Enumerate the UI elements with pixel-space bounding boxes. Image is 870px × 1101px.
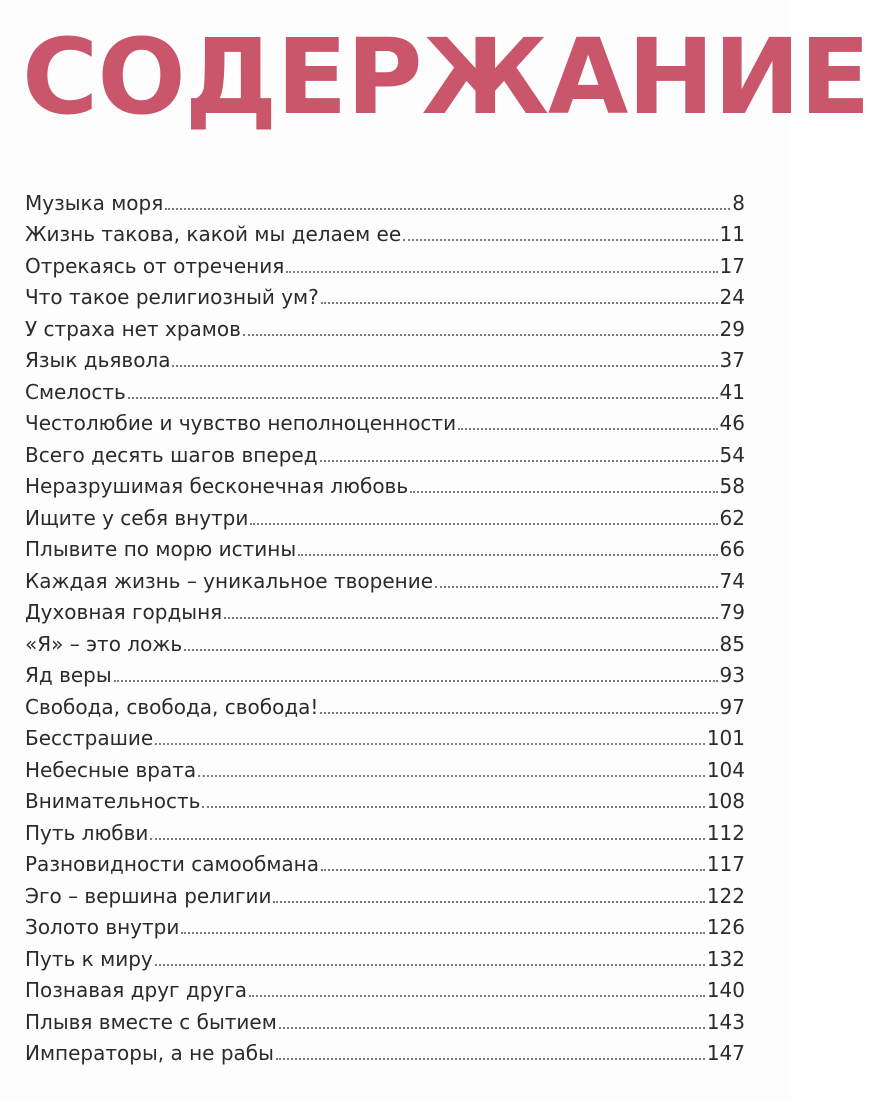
toc-entry-title: Небесные врата <box>25 757 197 782</box>
toc-dot-leader <box>403 239 717 241</box>
toc-entry-page-number: 79 <box>719 600 745 624</box>
toc-dot-leader <box>435 586 718 588</box>
toc-entry <box>25 404 745 436</box>
toc-entry-page-number: 104 <box>706 757 745 782</box>
toc-entry-title: Духовная гордыня <box>25 600 223 624</box>
toc-entry-title: Путь любви <box>25 820 149 845</box>
toc-entry-title: «Я» – это ложь <box>25 631 183 656</box>
toc-entry-title: Императоры, а не рабы <box>25 1041 274 1065</box>
toc-entry-page-number: 41 <box>719 379 745 404</box>
toc-entry-title: Отрекаясь от отречения <box>25 253 285 278</box>
toc-entry-page-number: 122 <box>706 883 745 908</box>
toc-dot-leader <box>250 523 717 525</box>
toc-dot-leader <box>273 901 704 903</box>
toc-dot-leader <box>181 932 704 934</box>
toc-dot-leader <box>249 995 705 997</box>
toc-entry <box>25 687 745 719</box>
toc-entry-page-number: 132 <box>706 946 745 971</box>
toc-entry-page-number: 54 <box>719 442 745 467</box>
toc-entry-title: Каждая жизнь – уникальное творение <box>25 568 434 593</box>
toc-entry-page-number: 62 <box>719 505 745 530</box>
toc-dot-leader <box>276 1058 705 1060</box>
toc-dot-leader <box>298 554 717 556</box>
toc-entry <box>25 183 745 215</box>
toc-entry-title: Яд веры <box>25 663 112 687</box>
toc-entry-page-number: 97 <box>719 694 745 719</box>
toc-entry-title: Свобода, свобода, свобода! <box>25 694 319 719</box>
toc-dot-leader <box>286 271 717 273</box>
toc-entry-title: Ищите у себя внутри <box>25 505 249 530</box>
toc-entry <box>25 939 745 971</box>
toc-entry <box>25 876 745 908</box>
toc-entry-page-number: 37 <box>719 348 745 372</box>
toc-entry-page-number: 108 <box>706 789 745 813</box>
toc-entry <box>25 593 745 625</box>
toc-dot-leader <box>155 743 705 745</box>
toc-entry <box>25 971 745 1003</box>
toc-entry-title: Неразрушимая бесконечная любовь <box>25 474 409 498</box>
toc-entry-page-number: 74 <box>719 568 745 593</box>
toc-entry-title: Язык дьявола <box>25 348 171 372</box>
table-of-contents <box>25 183 745 1065</box>
toc-entry-title: Золото внутри <box>25 915 180 939</box>
toc-entry-page-number: 66 <box>719 537 745 561</box>
toc-dot-leader <box>202 806 704 808</box>
toc-dot-leader <box>165 208 730 210</box>
toc-dot-leader <box>458 428 717 430</box>
toc-entry <box>25 467 745 499</box>
toc-entry <box>25 719 745 751</box>
toc-entry <box>25 561 745 593</box>
toc-entry <box>25 498 745 530</box>
toc-entry-page-number: 112 <box>706 820 745 845</box>
toc-entry <box>25 750 745 782</box>
toc-dot-leader <box>150 838 704 840</box>
toc-entry-page-number: 101 <box>706 726 745 750</box>
toc-entry <box>25 278 745 310</box>
toc-entry-title: Познавая друг друга <box>25 978 248 1002</box>
toc-entry-page-number: 126 <box>706 915 745 939</box>
toc-entry-title: Всего десять шагов вперед <box>25 442 318 467</box>
toc-entry <box>25 1002 745 1034</box>
toc-entry <box>25 908 745 940</box>
toc-entry <box>25 341 745 373</box>
toc-entry-title: Честолюбие и чувство неполноценности <box>25 411 457 435</box>
toc-entry <box>25 309 745 341</box>
toc-entry-title: У страха нет храмов <box>25 316 241 341</box>
toc-entry-title: Плывя вместе с бытием <box>25 1009 277 1034</box>
toc-entry-page-number: 143 <box>706 1009 745 1034</box>
toc-dot-leader <box>243 334 718 336</box>
toc-entry-title: Бесстрашие <box>25 726 154 750</box>
toc-entry-page-number: 140 <box>706 978 745 1002</box>
toc-entry-title: Плывите по морю истины <box>25 537 297 561</box>
toc-entry-title: Внимательность <box>25 789 201 813</box>
toc-entry <box>25 530 745 562</box>
toc-entry-page-number: 147 <box>706 1041 745 1065</box>
toc-entry <box>25 435 745 467</box>
toc-dot-leader <box>198 775 705 777</box>
toc-dot-leader <box>224 617 717 619</box>
toc-entry-page-number: 58 <box>719 474 745 498</box>
toc-dot-leader <box>155 964 705 966</box>
toc-dot-leader <box>128 397 718 399</box>
toc-entry-page-number: 8 <box>732 190 745 215</box>
toc-dot-leader <box>172 365 717 367</box>
toc-dot-leader <box>321 302 718 304</box>
toc-entry-page-number: 93 <box>719 663 745 687</box>
toc-entry <box>25 845 745 877</box>
toc-dot-leader <box>410 491 717 493</box>
toc-dot-leader <box>184 649 717 651</box>
toc-entry-title: Эго – вершина религии <box>25 883 272 908</box>
toc-dot-leader <box>279 1027 705 1029</box>
toc-entry-title: Разновидности самообмана <box>25 852 320 876</box>
toc-dot-leader <box>321 869 705 871</box>
toc-entry-title: Путь к миру <box>25 946 153 971</box>
toc-entry-page-number: 11 <box>719 222 745 246</box>
toc-entry-title: Жизнь такова, какой мы делаем ее <box>25 222 402 246</box>
toc-entry-title: Музыка моря <box>25 190 164 215</box>
toc-entry-page-number: 24 <box>719 285 745 309</box>
toc-entry-page-number: 17 <box>719 253 745 278</box>
toc-dot-leader <box>320 460 718 462</box>
toc-entry <box>25 624 745 656</box>
toc-dot-leader <box>114 680 718 682</box>
toc-entry <box>25 656 745 688</box>
toc-dot-leader <box>320 712 717 714</box>
toc-entry <box>25 782 745 814</box>
toc-entry-title: Что такое религиозный ум? <box>25 285 319 309</box>
toc-entry <box>25 813 745 845</box>
toc-entry-page-number: 29 <box>719 316 745 341</box>
page-title: СОДЕРЖАНИЕ <box>22 16 870 138</box>
toc-entry-page-number: 117 <box>706 852 745 876</box>
toc-entry-page-number: 85 <box>719 631 745 656</box>
toc-entry-page-number: 46 <box>719 411 745 435</box>
toc-entry <box>25 372 745 404</box>
toc-entry-title: Смелость <box>25 379 126 404</box>
toc-entry <box>25 215 745 247</box>
toc-entry <box>25 246 745 278</box>
toc-entry <box>25 1034 745 1066</box>
